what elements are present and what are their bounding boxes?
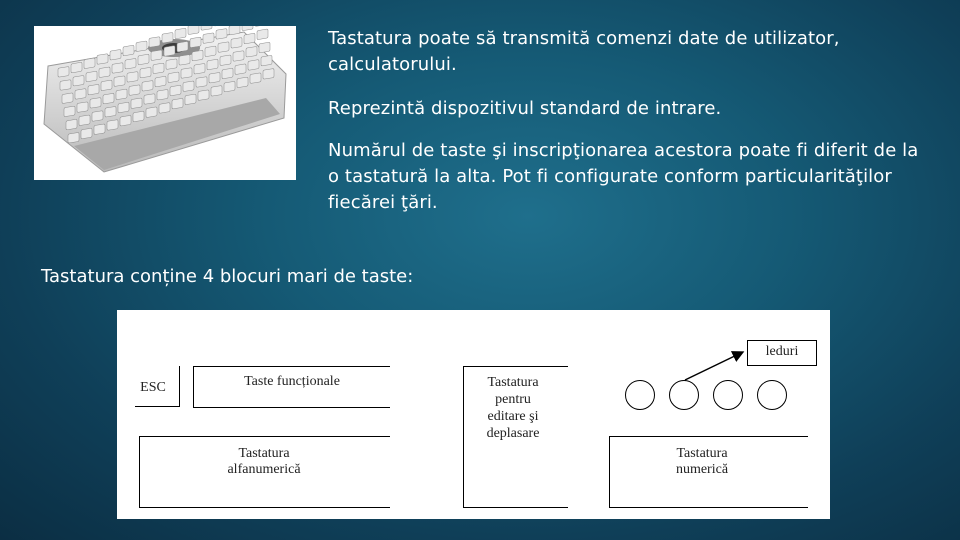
paragraph-3: Numărul de taste şi inscripţionarea acestora poate fi diferit de la o tastatură la alta. Pot fi configurate conform particularităţilor fiecărei ţări. — [328, 140, 919, 213]
alphanumeric-label: Tastatura alfanumerică — [227, 446, 301, 477]
blocks-heading: Tastatura conține 4 blocuri mari de taste: — [41, 266, 414, 287]
keyboard-illustration — [34, 26, 296, 180]
editing-keys-label: Tastatura pentru editare şi deplasare — [486, 375, 540, 441]
keyboard-blocks-diagram — [117, 310, 830, 519]
leds-label: leduri — [765, 344, 799, 359]
paragraph-2: Reprezintă dispozitivul standard de intrare. — [328, 98, 722, 119]
intro-text — [328, 26, 928, 232]
numeric-label: Tastatura numerică — [675, 446, 729, 477]
function-keys-label: Taste funcționale — [244, 374, 340, 389]
keyboard-photo — [34, 26, 296, 180]
esc-label: ESC — [140, 380, 166, 395]
paragraph-1: Tastatura poate să transmită comenzi date de utilizator, calculatorului. — [328, 28, 840, 75]
